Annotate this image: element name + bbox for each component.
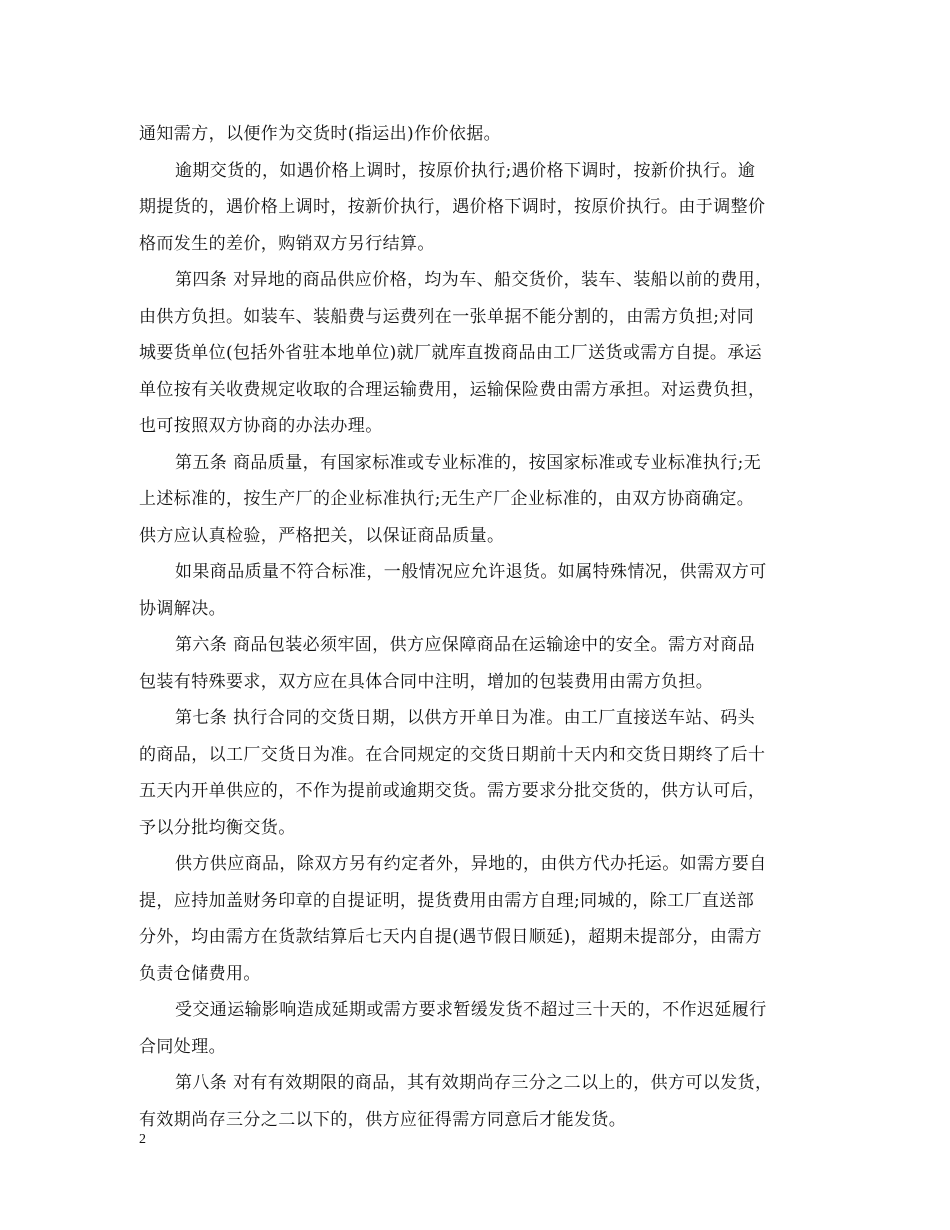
text-line: 协调解决。 bbox=[139, 598, 226, 619]
text-line: 如果商品质量不符合标准，一般情况应允许退货。如属特殊情况，供需双方可 bbox=[175, 562, 767, 582]
text-line: 格而发生的差价，购销双方另行结算。 bbox=[139, 233, 435, 254]
text-line: 合同处理。 bbox=[139, 1036, 226, 1057]
text-line: 也可按照双方协商的办法办理。 bbox=[139, 416, 383, 436]
text-line: 包装有特殊要求，双方应在具体合同中注明，增加的包装费用由需方负担。 bbox=[139, 671, 714, 692]
text-line: 第五条 商品质量，有国家标准或专业标准的，按国家标准或专业标准执行;无 bbox=[175, 452, 762, 473]
text-line: 城要货单位(包括外省驻本地单位)就厂就库直拨商品由工厂送货或需方自提。承运 bbox=[139, 343, 763, 363]
text-line: 提，应持加盖财务印章的自提证明，提货费用由需方自理;同城的，除工厂直送部 bbox=[139, 890, 755, 911]
text-line: 的商品，以工厂交货日为准。在合同规定的交货日期前十天内和交货日期终了后十 bbox=[139, 744, 766, 765]
text-line: 单位按有关收费规定收取的合理运输费用，运输保险费由需方承担。对运费负担， bbox=[139, 379, 766, 400]
text-line: 第七条 执行合同的交货日期，以供方开单日为准。由工厂直接送车站、码头 bbox=[175, 708, 756, 728]
text-line: 期提货的，遇价格上调时，按新价执行，遇价格下调时，按原价执行。由于调整价 bbox=[139, 197, 766, 217]
text-line: 第八条 对有有效期限的商品，其有效期尚存三分之二以上的，供方可以发货， bbox=[175, 1073, 773, 1093]
document-body bbox=[139, 116, 819, 1138]
text-line: 予以分批均衡交货。 bbox=[139, 817, 296, 838]
text-line: 受交通运输影响造成延期或需方要求暂缓发货不超过三十天的，不作迟延履行 bbox=[175, 1000, 767, 1020]
text-line: 供方应认真检验，严格把关，以保证商品质量。 bbox=[139, 525, 505, 546]
text-line: 上述标准的，按生产厂的企业标准执行;无生产厂企业标准的，由双方协商确定。 bbox=[139, 489, 755, 509]
text-line: 分外，均由需方在货款结算后七天内自提(遇节假日顺延)，超期未提部分，由需方 bbox=[139, 927, 763, 947]
text-line: 通知需方，以便作为交货时(指运出)作价依据。 bbox=[139, 124, 502, 144]
text-line: 由供方负担。如装车、装船费与运费列在一张单据不能分割的，由需方负担;对同 bbox=[139, 306, 755, 327]
text-line: 有效期尚存三分之二以下的，供方应征得需方同意后才能发货。 bbox=[139, 1109, 627, 1130]
text-line: 供方供应商品，除双方另有约定者外，异地的，由供方代办托运。如需方要自 bbox=[175, 854, 767, 874]
text-line: 逾期交货的，如遇价格上调时，按原价执行;遇价格下调时，按新价执行。逾 bbox=[175, 160, 756, 181]
text-line: 负责仓储费用。 bbox=[139, 963, 261, 984]
text-line: 五天内开单供应的，不作为提前或逾期交货。需方要求分批交货的，供方认可后， bbox=[139, 781, 766, 801]
page-number: 2 bbox=[139, 1132, 146, 1147]
text-line: 第六条 商品包装必须牢固，供方应保障商品在运输途中的安全。需方对商品 bbox=[175, 635, 756, 655]
text-line: 第四条 对异地的商品供应价格，均为车、船交货价，装车、装船以前的费用， bbox=[175, 270, 773, 290]
